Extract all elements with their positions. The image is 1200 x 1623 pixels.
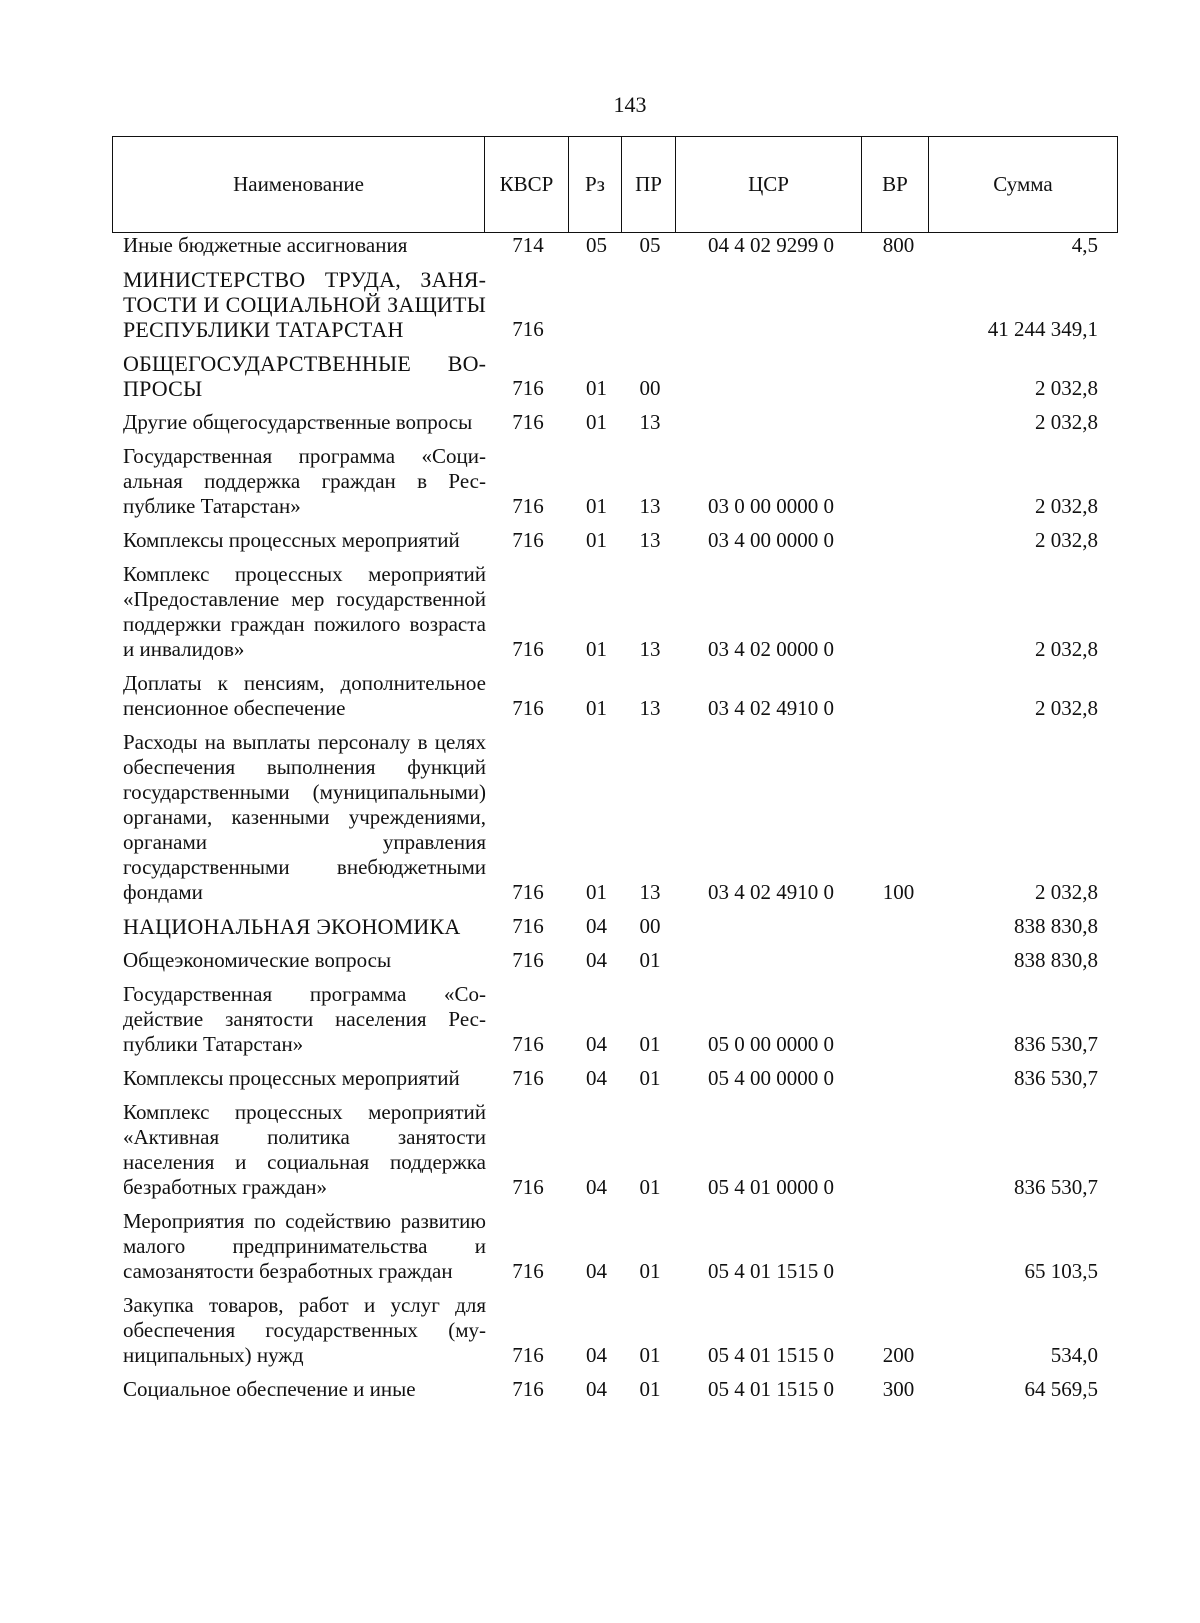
vr-cell: 800 [882, 233, 915, 257]
vr-cell: 100 [882, 880, 915, 904]
row-name: Общеэкономические вопросы [123, 948, 392, 972]
table-row [112, 730, 1117, 905]
kvsr-cell: 716 [512, 1377, 544, 1401]
sum-cell: 2 032,8 [1035, 494, 1098, 518]
header-name: Наименование [113, 137, 485, 233]
csr-cell: 05 4 00 0000 0 [708, 1066, 834, 1090]
csr-cell: 03 4 02 4910 0 [708, 880, 834, 904]
rz-cell: 04 [586, 1259, 607, 1283]
sum-cell: 2 032,8 [1035, 528, 1098, 552]
pr-cell: 13 [639, 696, 661, 720]
sum-cell: 41 244 349,1 [987, 317, 1098, 341]
sum-cell: 2 032,8 [1035, 696, 1098, 720]
table-row [112, 351, 1117, 401]
row-name: Расходы на выплаты персоналу в целях обеспечения выполнения функций государственными (муниципальными) органами, казенными учреждениями, органами управления государственными внебюджетными фондами [123, 730, 486, 904]
sum-cell: 836 530,7 [1014, 1175, 1098, 1199]
kvsr-cell: 716 [512, 410, 544, 434]
pr-cell: 01 [639, 948, 661, 972]
table-row [112, 233, 1117, 258]
header-pr: ПР [622, 137, 676, 233]
kvsr-cell: 716 [512, 528, 544, 552]
table-row [112, 671, 1117, 721]
kvsr-cell: 716 [512, 696, 544, 720]
row-name: НАЦИОНАЛЬНАЯ ЭКОНОМИКА [123, 914, 461, 939]
table-row [112, 982, 1117, 1057]
table-row [112, 562, 1117, 662]
kvsr-cell: 716 [512, 637, 544, 661]
rz-cell: 04 [586, 1066, 607, 1090]
header-sum: Сумма [929, 137, 1118, 233]
table-body [112, 233, 1117, 1411]
kvsr-cell: 716 [512, 948, 544, 972]
kvsr-cell: 716 [512, 1259, 544, 1283]
row-name: Мероприятия по содействию развитию малого предпринимательства и самозанятости безработных граждан [123, 1209, 486, 1283]
pr-cell: 13 [639, 410, 661, 434]
pr-cell: 05 [639, 233, 661, 257]
rz-cell: 04 [586, 1175, 607, 1199]
table-row [112, 444, 1117, 519]
kvsr-cell: 716 [512, 1343, 544, 1367]
sum-cell: 2 032,8 [1035, 376, 1098, 400]
vr-cell: 300 [882, 1377, 915, 1401]
rz-cell: 04 [586, 948, 607, 972]
pr-cell: 00 [639, 376, 661, 400]
csr-cell: 03 4 02 4910 0 [708, 696, 834, 720]
rz-cell: 01 [586, 880, 607, 904]
table-row [112, 1066, 1117, 1091]
header-csr: ЦСР [676, 137, 862, 233]
rz-cell: 04 [586, 914, 607, 938]
table-row [112, 1377, 1117, 1402]
row-name: Другие общегосударственные вопросы [123, 410, 473, 434]
row-name: Комплекс процессных мероприятий «Активная политика занятости населения и социальная поддержка безработных граждан» [123, 1100, 486, 1199]
table-row [112, 1209, 1117, 1284]
vr-cell: 200 [882, 1343, 915, 1367]
rz-cell: 01 [586, 637, 607, 661]
pr-cell: 00 [639, 914, 661, 938]
rz-cell: 05 [586, 233, 607, 257]
table-row [112, 267, 1117, 342]
pr-cell: 01 [639, 1343, 661, 1367]
csr-cell: 04 4 02 9299 0 [708, 233, 834, 257]
sum-cell: 4,5 [1071, 233, 1098, 257]
rz-cell: 04 [586, 1343, 607, 1367]
table-row [112, 948, 1117, 973]
csr-cell: 03 4 02 0000 0 [708, 637, 834, 661]
kvsr-cell: 716 [512, 1066, 544, 1090]
pr-cell: 13 [639, 637, 661, 661]
sum-cell: 534,0 [1050, 1343, 1098, 1367]
pr-cell: 13 [639, 494, 661, 518]
kvsr-cell: 716 [512, 914, 544, 938]
table-row [112, 528, 1117, 553]
row-name: Комплексы процессных мероприятий [123, 1066, 460, 1090]
page-number: 143 [613, 92, 647, 117]
kvsr-cell: 716 [512, 880, 544, 904]
row-name: Государственная программа «Содействие занятости населения Республики Татарстан» [123, 982, 486, 1056]
kvsr-cell: 716 [512, 1175, 544, 1199]
csr-cell: 03 4 00 0000 0 [708, 528, 834, 552]
pr-cell: 01 [639, 1032, 661, 1056]
row-name: Социальное обеспечение и иные [123, 1377, 416, 1401]
sum-cell: 2 032,8 [1035, 637, 1098, 661]
table-row [112, 1100, 1117, 1200]
row-name: Комплекс процессных мероприятий «Предоставление мер государственной поддержки граждан пожилого возраста и инвалидов» [123, 562, 486, 661]
sum-cell: 836 530,7 [1014, 1066, 1098, 1090]
table-header [112, 136, 1118, 233]
pr-cell: 01 [639, 1175, 661, 1199]
kvsr-cell: 716 [512, 1032, 544, 1056]
row-name: Комплексы процессных мероприятий [123, 528, 460, 552]
rz-cell: 04 [586, 1032, 607, 1056]
rz-cell: 04 [586, 1377, 607, 1401]
csr-cell: 05 4 01 1515 0 [708, 1377, 834, 1401]
table-row [112, 410, 1117, 435]
kvsr-cell: 716 [512, 494, 544, 518]
rz-cell: 01 [586, 376, 607, 400]
csr-cell: 05 0 00 0000 0 [708, 1032, 834, 1056]
sum-cell: 2 032,8 [1035, 880, 1098, 904]
header-kvsr: КВСР [485, 137, 569, 233]
row-name: Закупка товаров, работ и услуг для обеспечения государственных (муниципальных) нужд [123, 1293, 486, 1367]
header-rz: Рз [569, 137, 622, 233]
rz-cell: 01 [586, 410, 607, 434]
rz-cell: 01 [586, 494, 607, 518]
pr-cell: 13 [639, 528, 661, 552]
sum-cell: 838 830,8 [1014, 948, 1098, 972]
row-name: ОБЩЕГОСУДАРСТВЕННЫЕ ВОПРОСЫ [123, 351, 486, 401]
sum-cell: 64 569,5 [1024, 1377, 1098, 1401]
table-row [112, 914, 1117, 939]
pr-cell: 01 [639, 1259, 661, 1283]
sum-cell: 838 830,8 [1014, 914, 1098, 938]
row-name: Государственная программа «Социальная поддержка граждан в Республике Татарстан» [123, 444, 486, 518]
sum-cell: 836 530,7 [1014, 1032, 1098, 1056]
csr-cell: 03 0 00 0000 0 [708, 494, 834, 518]
csr-cell: 05 4 01 1515 0 [708, 1259, 834, 1283]
pr-cell: 01 [639, 1377, 661, 1401]
row-name: МИНИСТЕРСТВО ТРУДА, ЗАНЯТОСТИ И СОЦИАЛЬНОЙ ЗАЩИТЫ РЕСПУБЛИКИ ТАТАРСТАН [123, 267, 486, 342]
header-vr: ВР [862, 137, 929, 233]
pr-cell: 01 [639, 1066, 661, 1090]
pr-cell: 13 [639, 880, 661, 904]
row-name: Доплаты к пенсиям, дополнительное пенсионное обеспечение [123, 671, 486, 720]
kvsr-cell: 716 [512, 317, 544, 341]
rz-cell: 01 [586, 696, 607, 720]
table-row [112, 1293, 1117, 1368]
row-name: Иные бюджетные ассигнования [123, 233, 408, 257]
sum-cell: 2 032,8 [1035, 410, 1098, 434]
csr-cell: 05 4 01 1515 0 [708, 1343, 834, 1367]
rz-cell: 01 [586, 528, 607, 552]
kvsr-cell: 714 [512, 233, 544, 257]
sum-cell: 65 103,5 [1024, 1259, 1098, 1283]
csr-cell: 05 4 01 0000 0 [708, 1175, 834, 1199]
kvsr-cell: 716 [512, 376, 544, 400]
